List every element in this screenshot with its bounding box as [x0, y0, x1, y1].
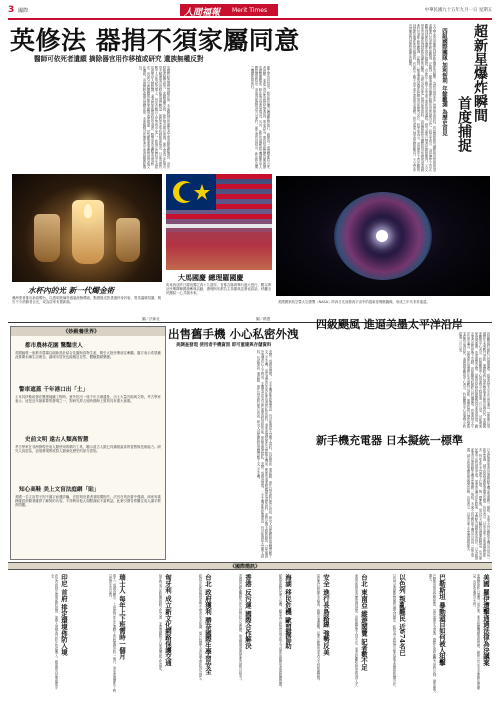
logo: 人間福報 Merit Times [180, 4, 278, 16]
lead-body-text-2: 衛生部官員指出，新法將由獨立機構監督執行，確保每一項捐贈都符合死者意願，並建立登記系統供民眾查詢。專家認為，器官短缺問題長期困擾英國醫療體系，修法後可望改善現況。另外，新法也規範研究機構使用人體組織的程序，須取得明確同意方可進行。衛生部官員指出，新法將由獨立機構監督執行。 [250, 66, 270, 169]
sidebar-item-body: 土耳其伊斯坦堡在興建地鐵工程時，意外挖出一座千年古港遺址，出土大量沉船與文物。考古學家表示，這是近年最重要的發現之一，對研究拜占庭時期海上貿易具有重大意義。 [15, 395, 161, 404]
candle-glass-right [116, 218, 140, 262]
brief-body: 美國國會昨日通過一項法案，要求相關機構加強管理，確保公共安全並保障民眾權益，各界普遍表示支持。 [472, 574, 480, 690]
candle-photo [12, 174, 162, 282]
brief-title: 台北 東南亞 縱遊閣覽 記者數不足 [360, 574, 368, 671]
lead-body-text: 英國將修改器官捐贈法律，未來醫師可依據死者生前意願摘除器官，用於移植或醫學研究，家屬無權反對。新法預計明年實施，衛生部表示此舉可望大幅增加可供移植的器官數量，拯救更多等待移植的病患。目前英國有數千人在等候名單上，每年有數百人在等待中死亡。新規定也將禁止未經同意保存人體組織，違者將面臨罰款甚至刑責。醫學界普遍歡迎這項修法，但部分宗教團體與病患家屬則表達疑慮，認為應尊重遺族的感受與文化傳統。英國將修改器官捐贈法律，未來醫師可依據死者生前意願摘除器官。 [138, 66, 170, 169]
candle-caption-text: 澳洲業者推出新款燭台，以透明玻璃杯盛裝液態燭油，點燃後光影透過杯身折射，營造溫暖氛圍，吸引不少消費者目光，成為居家布置新寵。 [12, 296, 162, 305]
brief-body: 瑞士一項調查顯示，上班族每年花在通勤上的時間總計約一個月，專家建議彈性工時以改善生活品質。 [108, 574, 116, 693]
brief-title: 海湖 移民危機 歐盟擬協助 [284, 574, 292, 649]
brief-title: 匈牙利 成立新文化網路保護交通 [164, 574, 172, 666]
masthead [8, 4, 492, 18]
lead-headline: 英修法 器捐不須家屬同意 [10, 26, 300, 55]
phone-subhead: 美調查發現 使用者手機資訊 即可重建與存儲資料 [176, 343, 272, 348]
sidebar-item-body: 考古學家在非洲發現史前人類使用的精巧工具，顯示遠古人類已具備相當高的智慧與技術能力。研究人員認為，這項發現將改寫人類演化歷史的部分認知。 [15, 445, 161, 454]
flag-caption-title: 大馬國慶 總理羅國慶 [178, 273, 244, 282]
brief-body: 以色列安置難民問題持續受到關注，政府表示將提供必要協助並與國際組織合作。 [392, 574, 396, 690]
briefs-section-label: 《國際簡訊》 [230, 564, 261, 570]
candle-glass-left [34, 214, 60, 262]
sidebar-header-bar: 《妙殿養世界》 [11, 327, 165, 336]
sidebar-item-body: 英國倫敦一座都市農場以創新設計結合花園與食物生產，吸引大批民眾前往參觀。園方表示希望藉此推廣永續生活理念，讓城市居民也能親近自然、體驗農耕樂趣。 [15, 351, 161, 360]
brief-body: 印尼首府排定環境佈防措施，加強入境檢查以防止疫病傳入，確保國內民眾健康安全。 [50, 574, 58, 690]
sidebar-item-title: 史前文明 遠古人類高智慧 [25, 437, 89, 443]
briefs-area [8, 572, 492, 696]
brief-title: 瑞士人 每年上下班需時一個月 [118, 574, 126, 660]
brief-title: 台北 政府獲利 勝奈國際生學習安全 [204, 574, 212, 675]
phone-headline: 出售舊手機 小心私密外洩 [168, 327, 299, 341]
typhoon-headline: 四級颶風 進逼美墨太平洋沿岸 [316, 318, 463, 331]
nebula-caption: 美國國家航空暨太空總署（NASA）昨四日先前發表宇宙中的超新星殘骸圖像，形成之年代非常遙遠。 [278, 300, 430, 304]
sidebar-box [10, 326, 166, 560]
lead-subhead: 醫師可依死者遺願 摘除器官用作移植或研究 遺族無權反對 [34, 55, 204, 63]
flag-photo [166, 174, 272, 270]
brief-body: 匈牙利成立新組織推動文化交流，並透過網路平台保護傳統文化資產。 [158, 574, 162, 674]
sidebar-item-title: 知心高鞋 美上文盲法庭網「貼」 [19, 487, 100, 493]
nebula-core [376, 230, 388, 242]
flag-caption-credit: 圖／路透 [256, 317, 271, 321]
supernova-headline-b: 首度捕捉 [456, 96, 472, 152]
sidebar-item-body: 美國一名文盲男子因不識字而遭詐騙，法院判決業者須賠償損失。法官在判決書中強調，商家有義務確認消費者確實了解契約內容，不得利用他人弱點謀取不當利益。此案引發各界關注成人識字教育問題。 [15, 495, 161, 508]
flag-graphic [166, 174, 272, 270]
supernova-body-text: 天文學家首度捕捉到超新星爆炸的瞬間，為研究恆星死亡提供珍貴資料。四組國際研究團隊利用智利的望遠鏡進行長達年餘的觀測，記錄到一顆遙遠恆星爆炸時釋放出的強烈光芒。科學家表示，這是歷史上首次觀察到超新星爆炸的初始階段，有助於了解宇宙中重元素的形成過程。研究成果已發表於國際期刊。天文學家首度捕捉到超新星爆炸的瞬間，為研究恆星死亡提供珍貴資料。四組國際研究團隊利用智利的望遠鏡進行長達年餘的觀測，記錄到一顆遙遠恆星爆炸時釋放出的強烈光芒。科學家表示，這是歷史上首次觀察到超新星爆炸的初始階段，有助於了解宇宙中重元素的形成過程。研究成果已發表於國際期刊。天文學家首度捕捉到超新星爆炸的瞬間。 [408, 24, 436, 172]
brief-body: 歐洲面臨移民湧入危機，歐盟表示將提供資金與人力協助前線國家處理相關問題。 [278, 574, 282, 690]
sidebar-item-title: 警車遮蓋 千年港口出「土」 [19, 387, 89, 393]
charger-body-text: 日本經濟產業省計畫推動手機充電器統一規格，未來不同品牌的手機可共用同一款充電器，減少資源浪費與消費者負擔。官員表示，目前市面上充電器規格繁多，每年產生大量電子垃圾。統一標準後，預計可大幅降低廢棄物數量，也方便民眾外出時借用充電。業界普遍支持此政策，並將配合調整產品設計。日本經濟產業省計畫推動手機充電器統一規格，未來不同品牌的手機可共用同一款充電器，減少資源浪費與消費者負擔。官員表示，目前市面上充電器規格繁多。 [466, 448, 490, 560]
candle-flame [84, 204, 92, 218]
supernova-subhead: 四組國際團隊 加利智利 年餘觀測 為歷史首見 [441, 28, 447, 137]
page-number: 3 [8, 5, 15, 15]
charger-headline: 新手機充電器 日本擬統一標準 [316, 434, 463, 447]
brief-body: 香港當局呼籲國際合作共同對抗污染問題，強調環境保護需要各國共同努力。 [238, 574, 242, 683]
typhoon-body-text: 四級颶風約翰昨日持續增強，向墨西哥太平洋沿岸逼近，氣象單位預測將在未來數日登陸，墨國政府已發布警報並疏散沿海居民。美國國家颶風中心表示，約翰颶風中心風速每小時超過二百公里，可能帶來豪雨與暴潮，造成嚴重災情。當地居民紛紛搶購物資並加固房屋，觀光業者也暫停海上活動。四級颶風約翰昨日持續增強，向墨西哥太平洋沿岸逼近，氣象單位預測將在未來數日登陸，墨國政府已發布警報並疏散沿海居民。美國國家颶風中心表示，約翰颶風中心風速每小時超過二百公里。 [458, 332, 490, 428]
nebula-photo [276, 176, 490, 296]
brief-body: 巴勒斯坦地區局勢緊張，當局加強安全部署，國際社會呼籲雙方保持克制，避免衝突擴大。 [428, 574, 436, 693]
brief-title: 印尼 首府 排定環境佈防入境 [60, 574, 68, 656]
sidebar-item-title: 都市農林花園 驚豔世人 [25, 343, 83, 349]
brief-title: 巴勒斯坦 暴動頭目如何被人狙擊 [438, 574, 446, 666]
brief-title: 以色列 叛亂難民 近674名已 [398, 574, 406, 656]
brief-body: 東南亞旅遊業近期蓬勃發展，但相關從業人員不足，業者呼籲政府協助培訓人才。 [354, 574, 358, 690]
brief-title: 香港 反污運 國際合作解決 [244, 574, 252, 649]
section-label: 國際 [18, 8, 29, 14]
candle-caption-title: 水杯內的光 新一代燭金術 [28, 286, 115, 295]
briefs-header-bar [8, 562, 492, 570]
phone-body-text: 美國一項調查發現，二手手機即使經過重設，仍可能殘留大量個人資料，包括簡訊、通訊錄、照片甚至銀行帳戶資訊。研究人員從網路拍賣購買數十支二手手機，成功還原許多前任使用者的私密資料。專家建議民眾在出售舊手機前，應使用專業軟體徹底清除資料，或將記憶卡移除銷毀，以免個資外洩遭有心人士利用。手機業者也表示將加強資料清除功能，保障消費者隱私。美國一項調查發現，二手手機即使經過重設，仍可能殘留大量個人資料，包括簡訊、通訊錄、照片甚至銀行帳戶資訊。研究人員從網路拍賣購買數十支二手手機。 [256, 350, 272, 558]
brief-title: 美國 羅伊遭擊通過法律為決議案 [482, 574, 490, 666]
issue-date: 中華民國九十五年九月一日 星期五 [424, 8, 492, 13]
brief-body: 當局進行路線安全檢查，確保交通順暢，民眾反應熱烈並表示支持相關措施。 [316, 574, 320, 683]
brief-body: 政府宣布新措施協助學生學習安全知識，提升校園安全意識並預防意外發生。 [198, 574, 202, 683]
brief-title: 安全 進行長島路線 強勢反美 [322, 574, 330, 656]
flag-caption-text: 馬來西亞昨日慶祝獨立四十九週年，首都吉隆坡舉行盛大遊行，數以萬計民眾揮舞國旗參與活動，總理阿布都拉主持慶典並發表談話，呼籲全民團結一心共創未來。 [166, 283, 272, 296]
supernova-headline-a: 超新星爆炸瞬間 [472, 24, 488, 122]
candle-caption-credit: 圖／法新社 [142, 317, 160, 321]
